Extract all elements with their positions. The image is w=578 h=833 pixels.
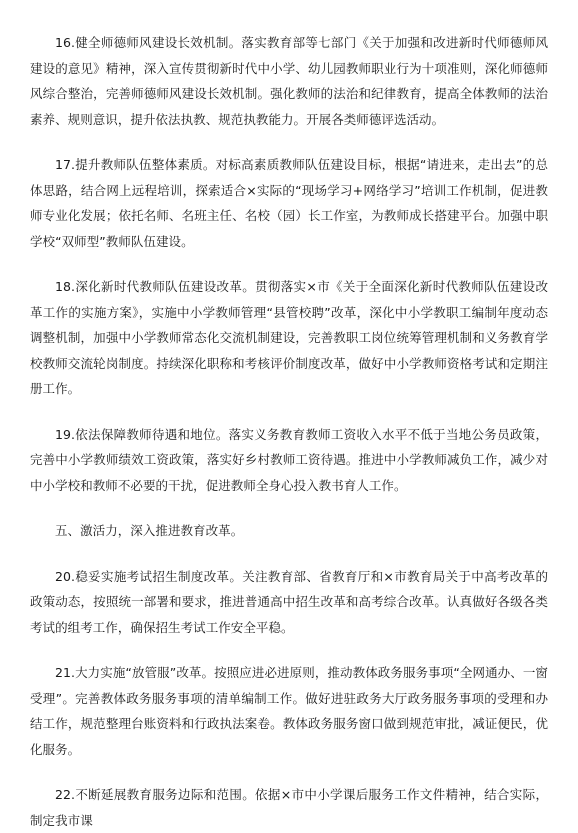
- paragraph-21: 21.大力实施“放管服”改革。按照应进必进原则，推动教体政务服务事项“全网通办、一窗受理”。完善教体政务服务事项的清单编制工作。做好进驻政务大厅政务服务事项的受理和办结工作，规范整理台账资料和行政执法案卷。教体政务服务窗口做到规范审批，减证便民，优化服务。: [30, 665, 548, 757]
- paragraph-18: 18.深化新时代教师队伍建设改革。贯彻落实×市《关于全面深化新时代教师队伍建设改革工作的实施方案》，实施中小学教师管理“县管校聘”改革，深化中小学教职工编制年度动态调整机制，加强中小学教师常态化交流机制建设，完善教职工岗位统筹管理机制和义务教育学校教师交流轮岗制度。持续深化职称和考核评价制度改革，做好中小学教师资格考试和定期注册工作。: [30, 279, 548, 396]
- section-heading-5: 五、激活力，深入推进教育改革。: [55, 523, 244, 538]
- paragraph-20: 20.稳妥实施考试招生制度改革。关注教育部、省教育厅和×市教育局关于中高考改革的政策动态，按照统一部署和要求，推进普通高中招生改革和高考综合改革。认真做好各级各类考试的组考工作，确保招生考试工作安全平稳。: [30, 568, 548, 635]
- paragraph-17: 17.提升教师队伍整体素质。对标高素质教师队伍建设目标，根据“请进来，走出去”的总体思路，结合网上远程培训，探索适合×实际的“现场学习+网络学习”培训工作机制，促进教师专业化发展；依托名师、名班主任、名校（园）长工作室，为教师成长搭建平台。加强中职学校“双师型”教师队伍建设。: [30, 157, 548, 249]
- paragraph-22: 22.不断延展教育服务边际和范围。依据×市中小学课后服务工作文件精神，结合实际，制定我市课: [30, 787, 548, 828]
- paragraph-19: 19.依法保障教师待遇和地位。落实义务教育教师工资收入水平不低于当地公务员政策，完善中小学教师绩效工资政策，落实好乡村教师工资待遇。推进中小学教师减负工作，减少对中小学校和教师不必要的干扰，促进教师全身心投入教书育人工作。: [30, 426, 548, 493]
- paragraph-16: 16.健全师德师风建设长效机制。落实教育部等七部门《关于加强和改进新时代师德师风建设的意见》精神，深入宣传贯彻新时代中小学、幼儿园教师职业行为十项准则，深化师德师风综合整治，完善师德师风建设长效机制。强化教师的法治和纪律教育，提高全体教师的法治素养、规则意识，提升依法执教、规范执教能力。开展各类师德评选活动。: [30, 35, 548, 127]
